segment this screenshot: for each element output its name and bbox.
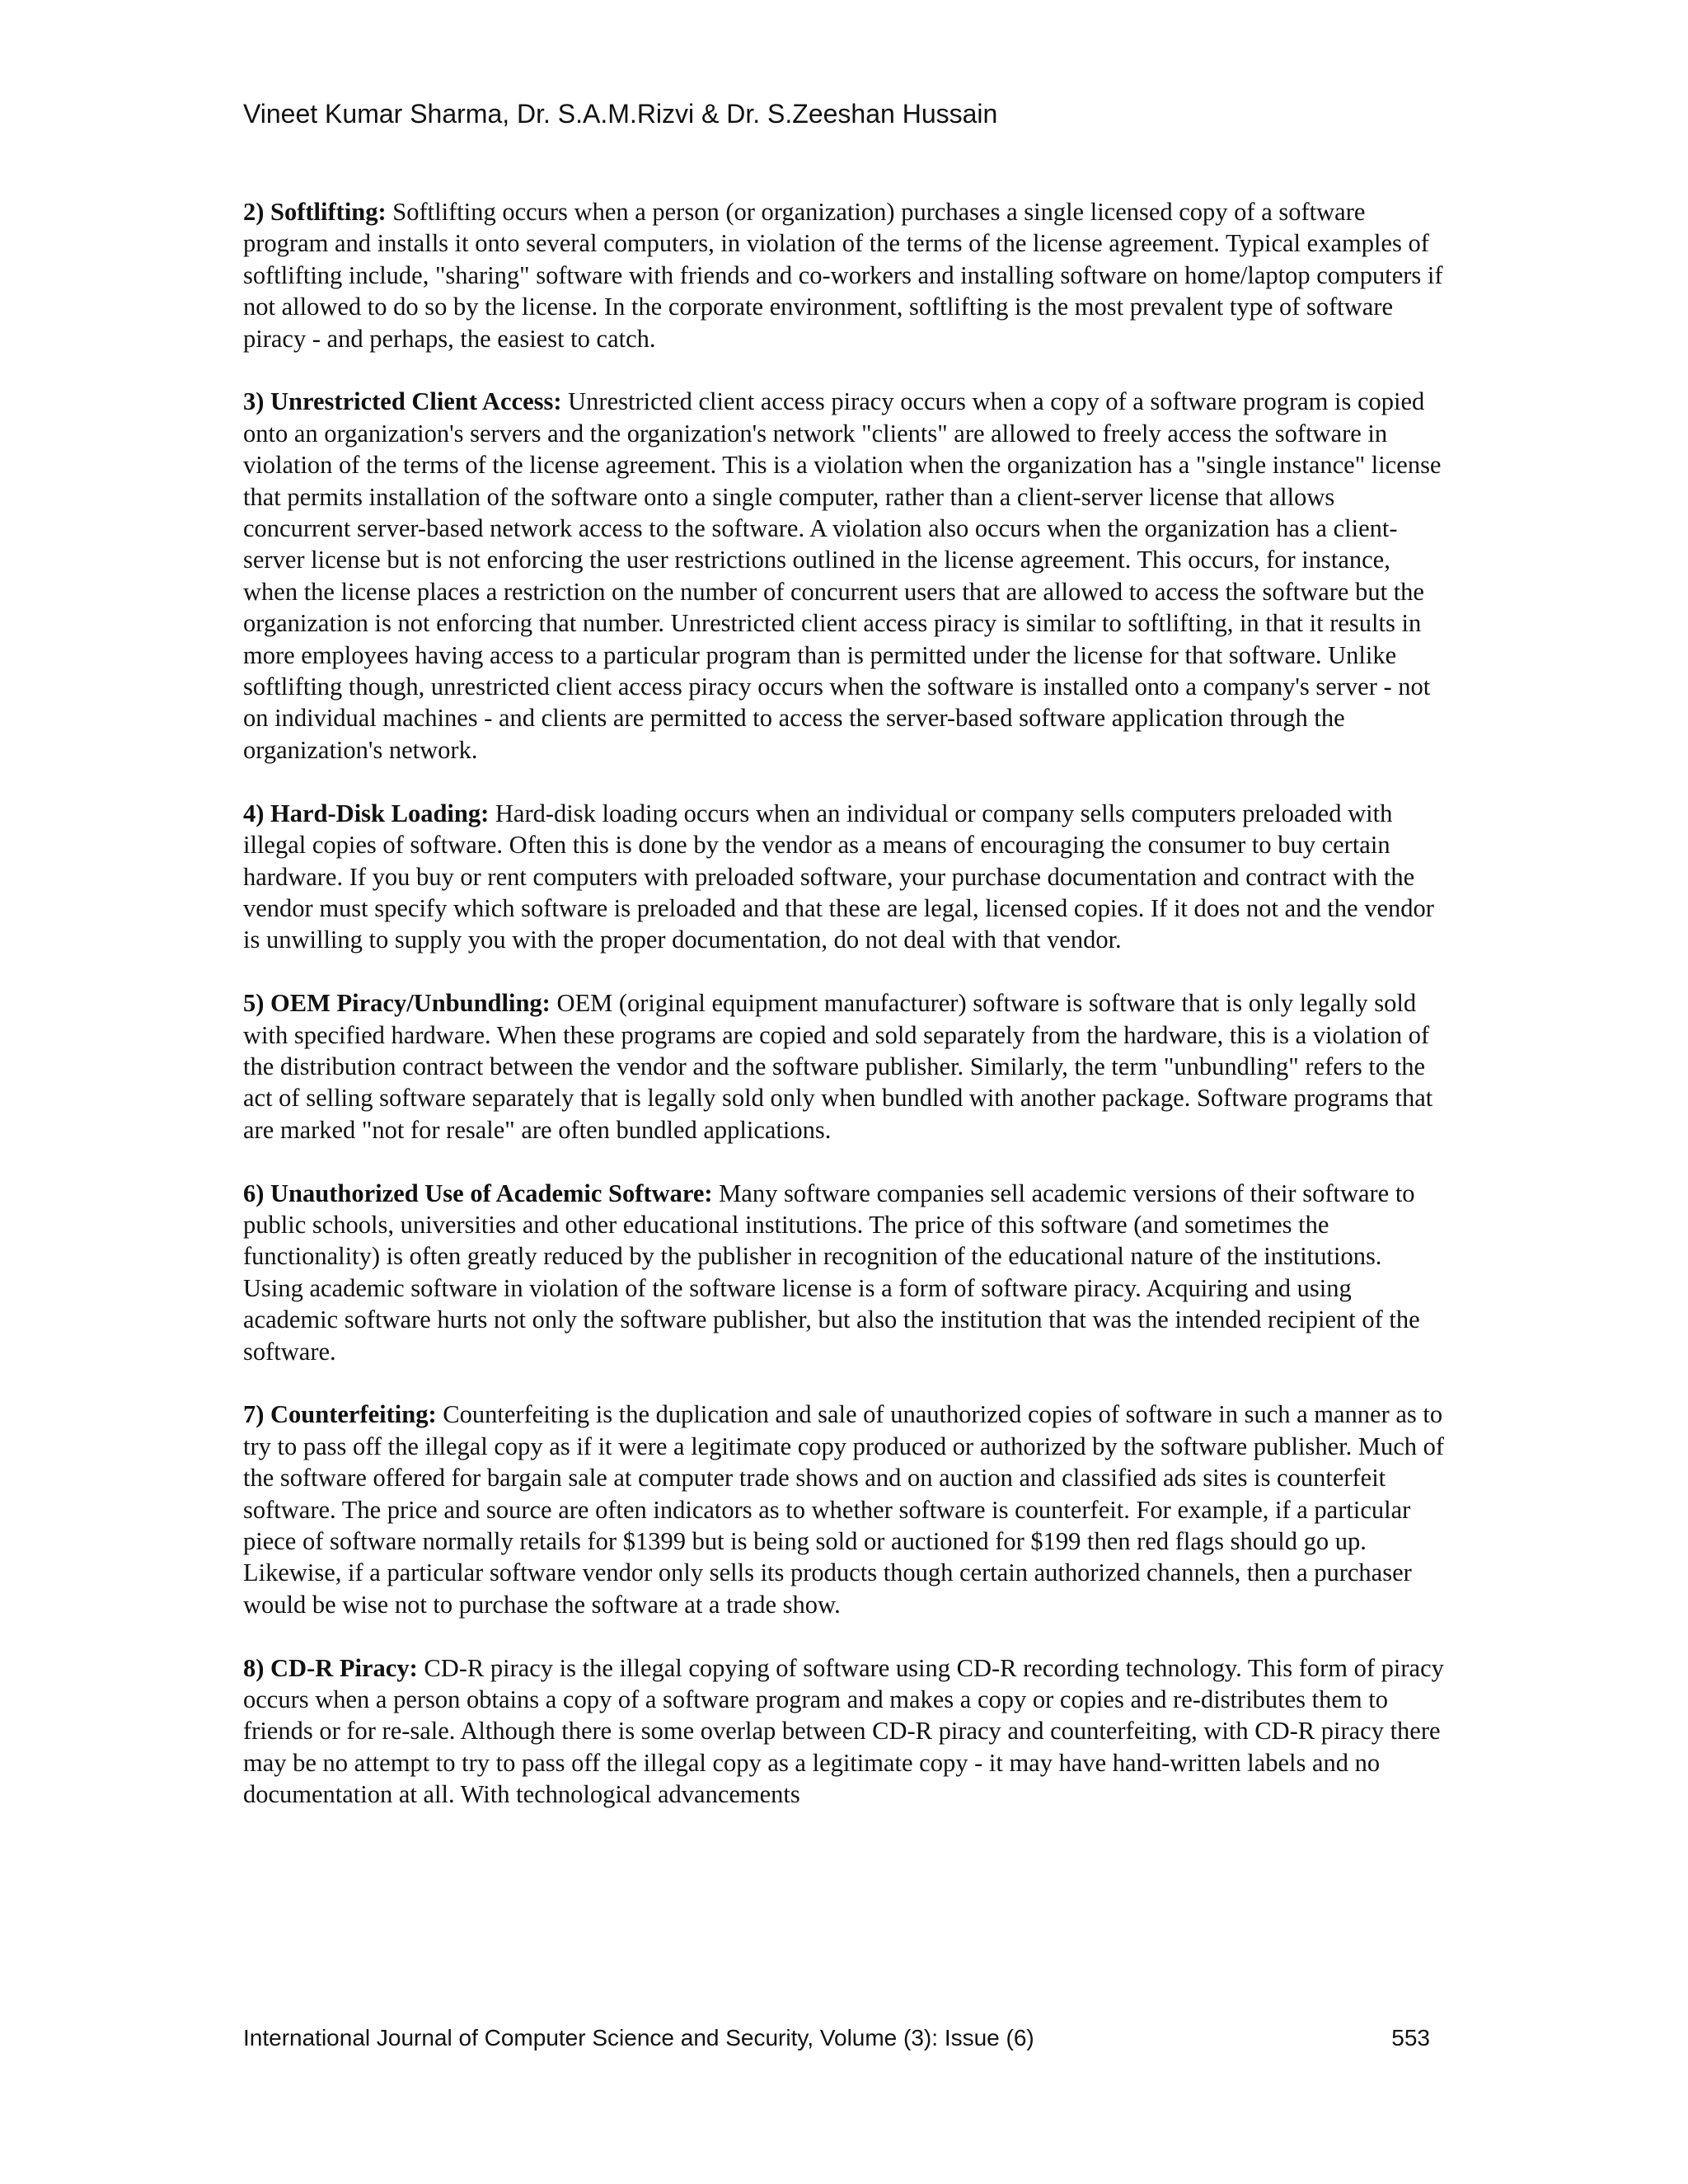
section-cdr-piracy	[243, 1652, 1447, 1811]
section-heading: 6) Unauthorized Use of Academic Software:	[243, 1179, 713, 1207]
section-heading: 8) CD-R Piracy:	[243, 1653, 418, 1682]
section-text: CD-R piracy is the illegal copying of software using CD-R recording technology. This form of piracy occurs when a person obtains a copy of a software program and makes a copy or copies and re-distributes them to friends or for re-sale. Although there is some overlap between CD-R piracy and counterfeiting, with CD-R piracy there may be no attempt to try to pass off the illegal copy as a legitimate copy - it may have hand-written labels and no documentation at all. With technological advancements	[243, 1653, 1444, 1809]
section-text: Counterfeiting is the duplication and sale of unauthorized copies of software in such a manner as to try to pass off the illegal copy as if it were a legitimate copy produced or authorized by the software publisher. Much of the software offered for bargain sale at computer trade shows and on auction and classified ads sites is counterfeit software. The price and source are often indicators as to whether software is counterfeit. For example, if a particular piece of software normally retails for $1399 but is being sold or auctioned for $199 then red flags should go up. Likewise, if a particular software vendor only sells its products though certain authorized channels, then a purchaser would be wise not to purchase the software at a trade show.	[243, 1400, 1445, 1619]
section-text: OEM (original equipment manufacturer) software is software that is only legally sold with specified hardware. When these programs are copied and sold separately from the hardware, this is a violation of the distribution contract between the vendor and the software publisher. Similarly, the term "unbundling" refers to the act of selling software separately that is legally sold only when bundled with another package. Software programs that are marked "not for resale" are often bundled applications.	[243, 989, 1433, 1144]
section-text: Hard-disk loading occurs when an individual or company sells computers preloaded with illegal copies of software. Often this is done by the vendor as a means of encouraging the consumer to buy certain hardware. If you buy or rent computers with preloaded software, your purchase documentation and contract with the vendor must specify which software is preloaded and that these are legal, licensed copies. If it does not and the vendor is unwilling to supply you with the proper documentation, do not deal with that vendor.	[243, 799, 1434, 954]
section-text: Unrestricted client access piracy occurs when a copy of a software program is copied onto an organization's servers and the organization's network "clients" are allowed to freely access the software in violation of the terms of the license agreement. This is a violation when the organization has a "single instance" license that permits installation of the software onto a single computer, rather than a client-server license that allows concurrent server-based network access to the software. A violation also occurs when the organization has a client-server license but is not enforcing the user restrictions outlined in the license agreement. This occurs, for instance, when the license places a restriction on the number of concurrent users that are allowed to access the software but the organization is not enforcing that number. Unrestricted client access piracy is similar to softlifting, in that it results in more employees having access to a particular program than is permitted under the license for that software. Unlike softlifting though, unrestricted client access piracy occurs when the software is installed onto a company's server - not on individual machines - and clients are permitted to access the server-based software application through the organization's network.	[243, 387, 1442, 764]
page-number: 553	[1391, 2025, 1430, 2050]
section-text: Many software companies sell academic versions of their software to public schools, universities and other educational institutions. The price of this software (and sometimes the functionality) is often greatly reduced by the publisher in recognition of the educational nature of the institutions. Using academic software in violation of the software license is a form of software piracy. Acquiring and using academic software hurts not only the software publisher, but also the institution that was the intended recipient of the software.	[243, 1179, 1420, 1366]
section-counterfeiting	[243, 1399, 1447, 1620]
running-header-authors: Vineet Kumar Sharma, Dr. S.A.M.Rizvi & Dr. S.Zeeshan Hussain	[243, 99, 998, 129]
journal-citation: International Journal of Computer Science and Security, Volume (3): Issue (6)	[243, 2025, 1034, 2050]
section-heading: 2) Softlifting:	[243, 198, 387, 226]
section-academic-software	[243, 1178, 1447, 1367]
section-softlifting	[243, 196, 1447, 354]
article-body	[243, 196, 1447, 1842]
section-heading: 7) Counterfeiting:	[243, 1400, 437, 1429]
section-heading: 3) Unrestricted Client Access:	[243, 387, 562, 416]
section-unrestricted-client-access	[243, 386, 1447, 766]
section-hard-disk-loading	[243, 798, 1447, 956]
section-heading: 4) Hard-Disk Loading:	[243, 799, 490, 827]
section-heading: 5) OEM Piracy/Unbundling:	[243, 989, 551, 1018]
section-text: Softlifting occurs when a person (or organization) purchases a single licensed copy of a software program and installs it onto several computers, in violation of the terms of the license agreement. Typical examples of softlifting include, "sharing" software with friends and co-workers and installing software on home/laptop computers if not allowed to do so by the license. In the corporate environment, softlifting is the most prevalent type of software piracy - and perhaps, the easiest to catch.	[243, 198, 1443, 353]
section-oem-piracy	[243, 987, 1447, 1146]
page-footer	[243, 2023, 1430, 2053]
